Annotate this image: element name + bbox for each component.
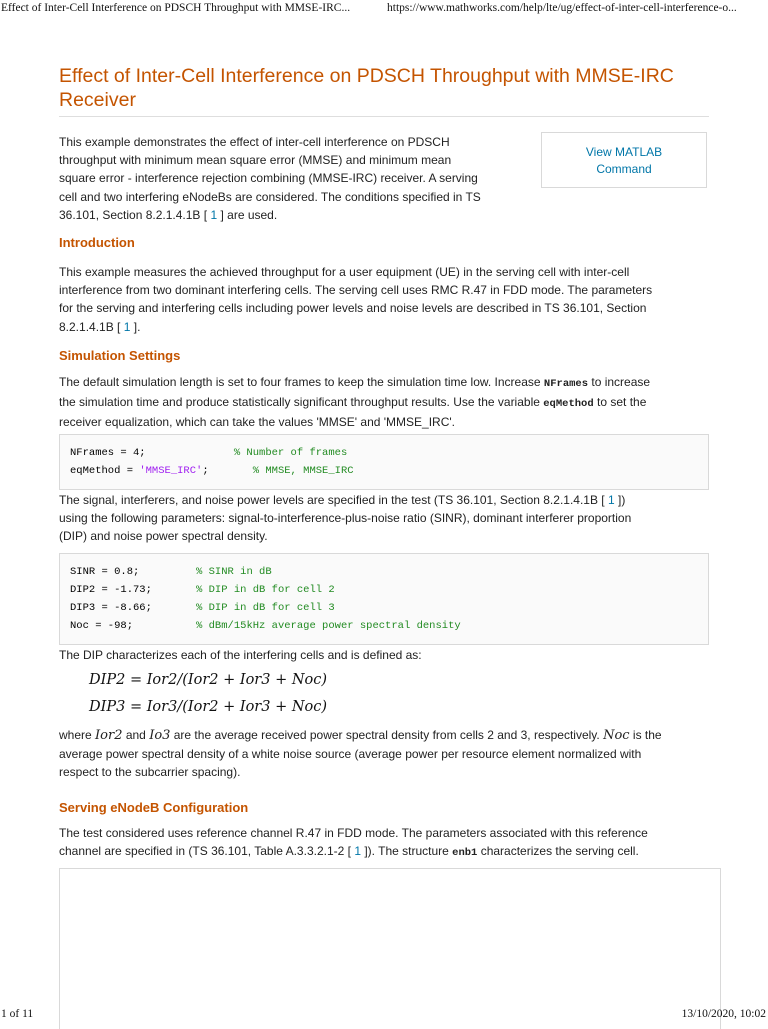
serving-line-2-mid: ]). The structure bbox=[361, 844, 453, 859]
equation-dip2: DIP2 = Ior2/(Ior2 + Ior3 + Noc) bbox=[89, 672, 328, 688]
intro-line-4: cell and two interfering eNodeBs are considered. The conditions specified in TS bbox=[59, 189, 481, 204]
code-comment: % DIP in dB for cell 3 bbox=[196, 602, 335, 614]
serving-paragraph bbox=[59, 824, 648, 862]
introduction-line-4-end: ]. bbox=[130, 319, 141, 334]
code-comment: % Number of frames bbox=[233, 447, 348, 459]
math-ior2: Ior2 bbox=[95, 728, 123, 743]
print-header-title: Effect of Inter-Cell Interference on PDSCH Throughput with MMSE-IRC... bbox=[1, 2, 351, 14]
code-statement: Noc = -98; bbox=[70, 620, 197, 632]
code-line bbox=[70, 602, 335, 614]
code-comment: % dBm/15kHz average power spectral density bbox=[196, 620, 461, 632]
power-line-2: using the following parameters: signal-to-interference-plus-noise ratio (SINR), dominant interferer proportion bbox=[59, 511, 632, 526]
intro-line-5-end: ] are used. bbox=[217, 207, 278, 222]
definition-line-1-end: is the bbox=[629, 728, 662, 742]
code-block-empty bbox=[59, 868, 721, 1029]
code-line bbox=[70, 465, 354, 477]
code-line bbox=[70, 584, 335, 596]
code-line bbox=[70, 620, 461, 632]
introduction-paragraph bbox=[59, 263, 652, 336]
definition-line-1: where bbox=[59, 728, 96, 742]
intro-line-1: This example demonstrates the effect of inter-cell interference on PDSCH bbox=[59, 135, 450, 149]
definition-line-1-mid: are the average received power spectral density from cells 2 and 3, respectively. bbox=[170, 728, 604, 742]
view-matlab-command-button[interactable] bbox=[541, 132, 707, 188]
reference-link[interactable]: 1 bbox=[123, 319, 131, 334]
code-line bbox=[70, 447, 347, 459]
intro-line-3: square error - interference rejection combining (MMSE-IRC) receiver. A serving bbox=[59, 171, 478, 186]
inline-code-enb1: enb1 bbox=[452, 847, 478, 860]
simulation-line-2: the simulation time and produce statistically significant throughput results. Use the variable bbox=[59, 395, 544, 410]
code-comment: % MMSE, MMSE_IRC bbox=[252, 465, 354, 477]
reference-link[interactable]: 1 bbox=[210, 207, 218, 222]
intro-line-5: 36.101, Section 8.2.1.4.1B [ bbox=[59, 207, 211, 222]
print-footer-page: 1 of 11 bbox=[1, 1008, 34, 1020]
code-statement: DIP3 = -8.66; bbox=[70, 602, 197, 614]
reference-link[interactable]: 1 bbox=[354, 844, 361, 859]
simulation-line-3: receiver equalization, which can take the values 'MMSE' and 'MMSE_IRC'. bbox=[59, 415, 456, 430]
code-string: 'MMSE_IRC' bbox=[139, 465, 203, 477]
title-divider bbox=[59, 116, 709, 117]
code-statement: SINR = 0.8; bbox=[70, 566, 197, 578]
intro-line-2: throughput with minimum mean square error (MMSE) and minimum mean bbox=[59, 153, 452, 168]
simulation-line-2-end: to set the bbox=[593, 395, 647, 410]
code-block-settings bbox=[59, 434, 709, 490]
code-block-power bbox=[59, 553, 709, 645]
code-statement: eqMethod = bbox=[70, 465, 140, 477]
dip-paragraph: The DIP characterizes each of the interfering cells and is defined as: bbox=[59, 648, 422, 662]
serving-line-2-end: characterizes the serving cell. bbox=[477, 844, 639, 859]
inline-code-nframes: NFrames bbox=[543, 378, 589, 390]
introduction-heading: Introduction bbox=[59, 235, 135, 250]
serving-line-2: channel are specified in (TS 36.101, Table A.3.3.2.1-2 [ bbox=[59, 844, 355, 859]
power-line-1-end: ]) bbox=[614, 493, 626, 507]
simulation-line-1-end: to increase bbox=[588, 375, 651, 389]
definition-and: and bbox=[122, 728, 150, 742]
intro-paragraph bbox=[59, 133, 481, 224]
print-header-url: https://www.mathworks.com/help/lte/ug/effect-of-inter-cell-interference-o... bbox=[387, 2, 737, 14]
math-noc: Noc bbox=[603, 728, 630, 743]
code-comment: % DIP in dB for cell 2 bbox=[196, 584, 335, 596]
definition-line-2: average power spectral density of a white noise source (average power per resource element normalized with bbox=[59, 747, 642, 762]
code-line bbox=[70, 566, 272, 578]
command-label: Command bbox=[596, 162, 652, 176]
power-line-1: The signal, interferers, and noise power levels are specified in the test (TS 36.101, Section 8.2.1.4.1B [ bbox=[59, 493, 608, 507]
view-matlab-label: View MATLAB bbox=[585, 145, 663, 159]
simulation-settings-heading: Simulation Settings bbox=[59, 348, 181, 363]
reference-link[interactable]: 1 bbox=[607, 493, 615, 507]
power-line-3: (DIP) and noise power spectral density. bbox=[59, 529, 268, 544]
simulation-paragraph bbox=[59, 373, 650, 432]
inline-code-eqmethod: eqMethod bbox=[543, 398, 594, 411]
code-statement: NFrames = 4; bbox=[70, 447, 234, 459]
definition-paragraph bbox=[59, 726, 662, 782]
code-comment: % SINR in dB bbox=[196, 566, 272, 578]
simulation-line-1: The default simulation length is set to four frames to keep the simulation time low. Increase bbox=[59, 375, 544, 389]
code-statement-end: ; bbox=[202, 465, 253, 477]
introduction-line-2: interference from two dominant interfering cells. The serving cell uses RMC R.47 in FDD mode. The parameters bbox=[59, 283, 653, 298]
equation-dip3: DIP3 = Ior3/(Ior2 + Ior3 + Noc) bbox=[89, 699, 328, 715]
definition-line-3: respect to the subcarrier spacing). bbox=[59, 765, 241, 780]
serving-enodeb-heading: Serving eNodeB Configuration bbox=[59, 800, 249, 815]
serving-line-1: The test considered uses reference channel R.47 in FDD mode. The parameters associated with this reference bbox=[59, 826, 648, 840]
introduction-line-3: for the serving and interfering cells including power levels and noise levels are described in TS 36.101, Section bbox=[59, 301, 647, 316]
introduction-line-1: This example measures the achieved throughput for a user equipment (UE) in the serving cell with inter-cell bbox=[59, 265, 630, 279]
page-title: Effect of Inter-Cell Interference on PDSCH Throughput with MMSE-IRC Receiver bbox=[59, 65, 674, 111]
introduction-line-4: 8.2.1.4.1B [ bbox=[59, 319, 124, 334]
math-io3: Io3 bbox=[149, 728, 171, 743]
print-footer-datetime: 13/10/2020, 10:02 bbox=[681, 1008, 766, 1020]
power-levels-paragraph bbox=[59, 491, 631, 546]
code-statement: DIP2 = -1.73; bbox=[70, 584, 197, 596]
